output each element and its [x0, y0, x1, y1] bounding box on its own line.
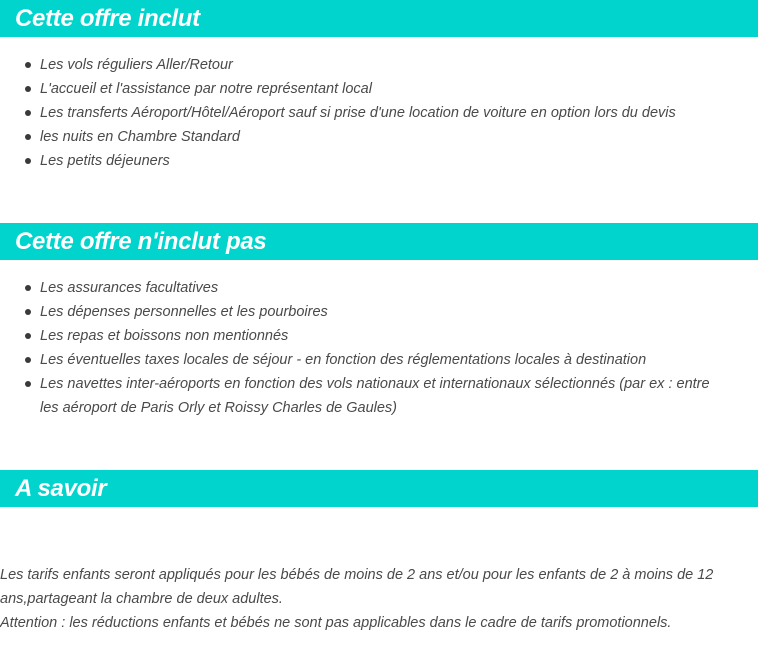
bullet-icon: [25, 110, 31, 116]
section-header-included: Cette offre inclut: [0, 0, 758, 37]
info-paragraph: Attention : les réductions enfants et bébés ne sont pas applicables dans le cadre de tarifs promotionnels.: [0, 615, 672, 631]
included-list: [0, 53, 758, 173]
bullet-icon: [25, 357, 31, 363]
list-item-text: Les petits déjeuners: [40, 153, 170, 169]
list-item: [0, 77, 758, 101]
list-item: [0, 276, 758, 300]
list-item: [0, 149, 758, 173]
bullet-icon: [25, 285, 31, 291]
section-header-good-to-know: A savoir: [0, 470, 758, 507]
list-item-text: les nuits en Chambre Standard: [40, 129, 240, 145]
bullet-icon: [25, 158, 31, 164]
bullet-icon: [25, 381, 31, 387]
good-to-know-text: [0, 563, 720, 635]
list-item: [0, 125, 758, 149]
list-item: [0, 324, 758, 348]
list-item: [0, 53, 758, 77]
list-item-text: Les dépenses personnelles et les pourboires: [40, 304, 328, 320]
list-item-text: Les assurances facultatives: [40, 280, 219, 296]
list-item: [0, 372, 758, 420]
list-item-text: Les éventuelles taxes locales de séjour - en fonction des réglementations locales à destination: [40, 352, 647, 368]
list-item-text: Les navettes inter-aéroports en fonction des vols nationaux et internationaux sélectionnés (par ex : entre les aéroport de Paris Orly et Roissy Charles de Gaules): [40, 376, 710, 416]
list-item-text: L'accueil et l'assistance par notre représentant local: [40, 81, 372, 97]
list-item-text: Les repas et boissons non mentionnés: [40, 328, 289, 344]
list-item: [0, 348, 758, 372]
bullet-icon: [25, 134, 31, 140]
list-item-text: Les transferts Aéroport/Hôtel/Aéroport sauf si prise d'une location de voiture en option lors du devis: [40, 105, 676, 121]
not-included-list: [0, 276, 758, 420]
bullet-icon: [25, 333, 31, 339]
list-item: [0, 300, 758, 324]
bullet-icon: [25, 86, 31, 92]
bullet-icon: [25, 309, 31, 315]
list-item: [0, 101, 758, 125]
bullet-icon: [25, 62, 31, 68]
list-item-text: Les vols réguliers Aller/Retour: [40, 57, 233, 73]
info-paragraph: Les tarifs enfants seront appliqués pour les bébés de moins de 2 ans et/ou pour les enfants de 2 à moins de 12 ans,partageant la chambre de deux adultes.: [0, 567, 714, 607]
section-header-not-included: Cette offre n'inclut pas: [0, 223, 758, 260]
